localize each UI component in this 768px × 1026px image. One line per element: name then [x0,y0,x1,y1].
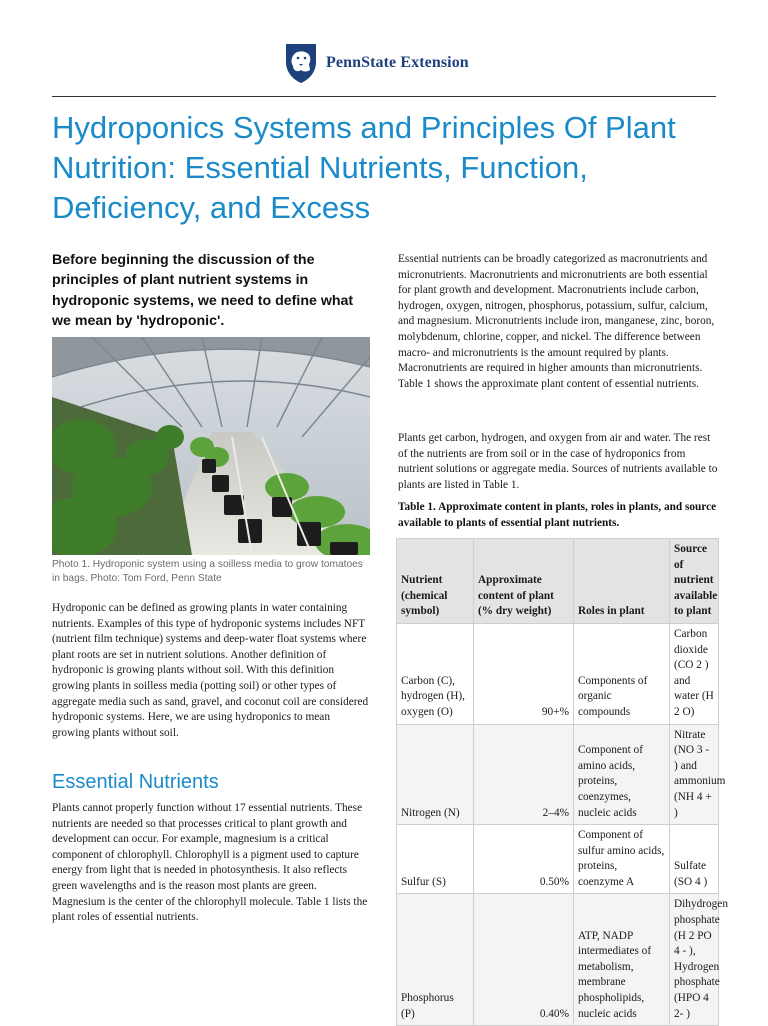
table-cell: Sulfate (SO 4 ) [670,825,719,894]
table-row [397,825,719,894]
essential-paragraph: Plants cannot properly function without 17 essential nutrients. These nutrients are needed so that processes critical to plant growth and development can occur. For example, magnesium is a critical component of chlorophyll. Chlorophyll is a pigment used to capture energy from light that is needed in photosynthesis. It also reflects green wavelengths and is the reason most plants are green. Magnesium is the center of the chlorophyll molecule. Table 1 lists the plant roles of essential nutrients. [52,802,368,924]
table-header-cell: Nutrient (chemical symbol) [397,539,474,624]
definition-paragraph: Hydroponic can be defined as growing plants in water containing nutrients. Examples of this type of hydroponic systems includes NFT (nutrient film technique) systems and deep-water float systems where plant roots are set in nutrient solutions. Another definition of hydroponic is growing plants without soil. With this definition growing plants in soilless media (potting soil) or other types of aggregate media such as sand, gravel, and coconut coil are considered hydroponic systems. Here, we are using hydroponics to mean growing plants without soil. [52,602,369,739]
sources-paragraph: Plants get carbon, hydrogen, and oxygen from air and water. The rest of the nutrients are from soil or in the case of hydroponics from nutrient solutions or aggregate media. Sources of nutrients available to plants are listed in Table 1. [398,432,718,491]
table-cell: Nitrate (NO 3 - ) and ammonium (NH 4 + ) [670,724,719,825]
lead-paragraph: Before beginning the discussion of the principles of plant nutrient systems in hydroponic systems, we need to define what we mean by 'hydroponic'. [52,252,354,329]
table-cell: Component of sulfur amino acids, proteins, coenzyme A [574,825,670,894]
table-caption: Table 1. Approximate content in plants, roles in plants, and source available to plants of essential plant nutrients. [398,501,717,529]
table-row [397,623,719,724]
page-title: Hydroponics Systems and Principles Of Plant Nutrition: Essential Nutrients, Function, Deficiency, and Excess [52,110,676,225]
table-cell: 90+% [474,623,574,724]
table-cell: Carbon (C), hydrogen (H), oxygen (O) [397,623,474,724]
table-header-cell: Roles in plant [574,539,670,624]
section-heading: Essential Nutrients [52,771,219,793]
header [0,40,768,86]
table-header-row [397,539,719,624]
table-cell: Nitrogen (N) [397,724,474,825]
table-cell: Phosphorus (P) [397,894,474,1026]
table-cell: Sulfur (S) [397,825,474,894]
logo[interactable] [284,42,469,84]
table-row [397,894,719,1026]
nutrient-table [396,538,728,1026]
categories-paragraph: Essential nutrients can be broadly categorized as macronutrients and micronutrients. Macronutrients and micronutrients are both essential for plant growth and development. Macronutrients include carbon, hydrogen, oxygen, nitrogen, phosphorus, potassium, sulfur, calcium, and magnesium. Micronutrients include iron, manganese, zinc, boron, molybdenum, chlorine, copper, and nickel. The difference between macro- and micronutrients is the amount required by plants. Macronutrients are required in higher amounts than micronutrients. Table 1 shows the approximate plant content of essential nutrients. [398,253,715,390]
photo-caption: Photo 1. Hydroponic system using a soilless media to grow tomatoes in bags. Photo: Tom Ford, Penn State [52,559,363,584]
table-header-cell: Approximate content of plant (% dry weight) [474,539,574,624]
table-cell: 0.50% [474,825,574,894]
table-cell: Dihydrogen phosphate (H 2 PO 4 - ), Hydrogen phosphate (HPO 4 2- ) [670,894,719,1026]
table-cell: Carbon dioxide (CO 2 ) and water (H 2 O) [670,623,719,724]
table-row [397,724,719,825]
table-cell: 2–4% [474,724,574,825]
table-cell: ATP, NADP intermediates of metabolism, membrane phospholipids, nucleic acids [574,894,670,1026]
table-cell: 0.40% [474,894,574,1026]
table-cell: Components of organic compounds [574,623,670,724]
table-header-cell: Source of nutrient available to plant [670,539,719,624]
header-rule [52,96,716,97]
brand-name: PennState Extension [326,54,469,71]
nittany-lion-shield-icon [284,42,318,84]
table-cell: Component of amino acids, proteins, coenzymes, nucleic acids [574,724,670,825]
greenhouse-photo [52,337,370,555]
